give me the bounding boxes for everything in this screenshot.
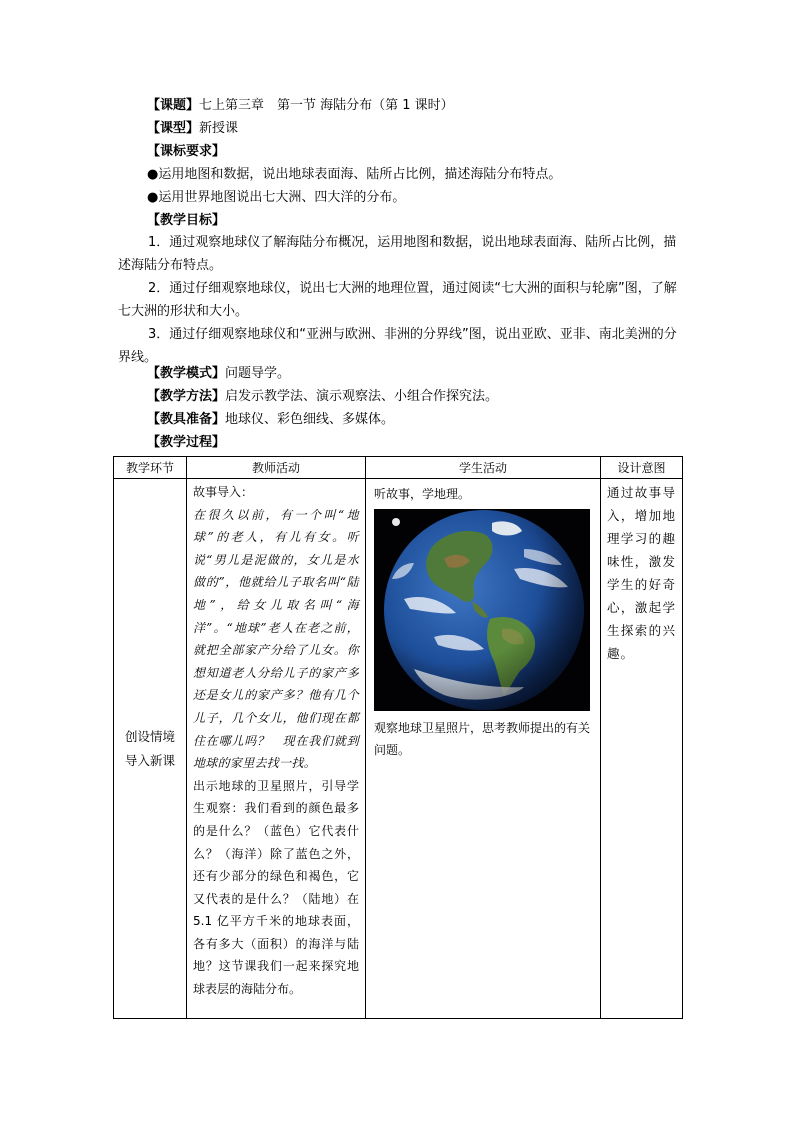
student-activity-cell — [366, 479, 601, 1019]
teacher-activity-cell — [187, 479, 366, 1019]
stage-text: 创设情境导入新课 — [124, 728, 175, 768]
table-header-row — [114, 457, 683, 479]
teaching-mode: 【教学模式】问题导学。 — [147, 366, 291, 381]
teacher-story: 在很久以前，有一个叫“地球”的老人，有儿有女。听说“男儿是泥做的，女儿是水做的”，他就给儿子取名叫“陆地”，给女儿取名叫“海洋”。“地球”老人在老之前，就把全部家产分给了儿女。你想知道老人分给儿子的家产多还是女儿的家产多？他有几个儿子，几个女儿，他们现在都住在哪儿吗？ 现在我们就到地球的家里去找一找。 — [193, 507, 359, 771]
lesson-type: 【课型】新授课 — [147, 121, 239, 136]
design-intent-text: 通过故事导入，增加地理学习的趣味性，激发学生的好奇心，激起学生探索的兴趣。 — [607, 485, 676, 661]
teacher-guide: 出示地球的卫星照片，引导学生观察：我们看到的颜色最多的是什么？（蓝色）它代表什么？（海洋）除了蓝色之外，还有少部分的绿色和褐色，它又代表的是什么？（陆地）在 5.1 亿平方千米的地球表面，各有多大（面积）的海洋与陆地？这节课我们一起来探究地球表层的海陆分布。 — [193, 778, 359, 997]
teaching-process-heading: 【教学过程】 — [147, 435, 226, 450]
teaching-goal-2: 2．通过仔细观察地球仪，说出七大洲的地理位置，通过阅读“七大洲的面积与轮廓”图，了解七大洲的形状和大小。 — [118, 281, 677, 319]
teacher-intro: 故事导入： — [193, 485, 254, 499]
header-design-intent: 设计意图 — [601, 457, 683, 479]
stage-cell — [114, 479, 187, 1019]
header-teacher-activity: 教师活动 — [187, 457, 366, 479]
lesson-topic: 【课题】七上第三章 第一节 海陆分布（第 1 课时） — [147, 98, 454, 113]
teaching-goal-1: 1．通过观察地球仪了解海陆分布概况，运用地图和数据，说出地球表面海、陆所占比例，描述海陆分布特点。 — [118, 235, 677, 273]
earth-globe-icon — [374, 509, 590, 711]
header-stage: 教学环节 — [114, 457, 187, 479]
header-student-activity: 学生活动 — [366, 457, 601, 479]
student-activity-bottom: 观察地球卫星照片，思考教师提出的有关问题。 — [374, 721, 591, 757]
curriculum-standard-item: ●运用世界地图说出七大洲、四大洋的分布。 — [147, 190, 406, 205]
design-intent-cell — [601, 479, 683, 1019]
teaching-goals-heading: 【教学目标】 — [147, 213, 226, 228]
earth-satellite-photo — [374, 509, 590, 711]
teaching-tools: 【教具准备】地球仪、彩色细线、多媒体。 — [147, 412, 395, 427]
curriculum-standard-item: ●运用地图和数据，说出地球表面海、陆所占比例，描述海陆分布特点。 — [147, 167, 562, 182]
curriculum-standard-heading: 【课标要求】 — [147, 144, 226, 159]
student-activity-top: 听故事，学地理。 — [374, 487, 471, 501]
teaching-goal-3: 3．通过仔细观察地球仪和“亚洲与欧洲、非洲的分界线”图，说出亚欧、亚非、南北美洲的分界线。 — [118, 327, 677, 365]
teaching-process-table — [113, 456, 683, 1019]
table-row — [114, 479, 683, 1019]
teaching-method: 【教学方法】启发示教学法、演示观察法、小组合作探究法。 — [147, 389, 499, 404]
